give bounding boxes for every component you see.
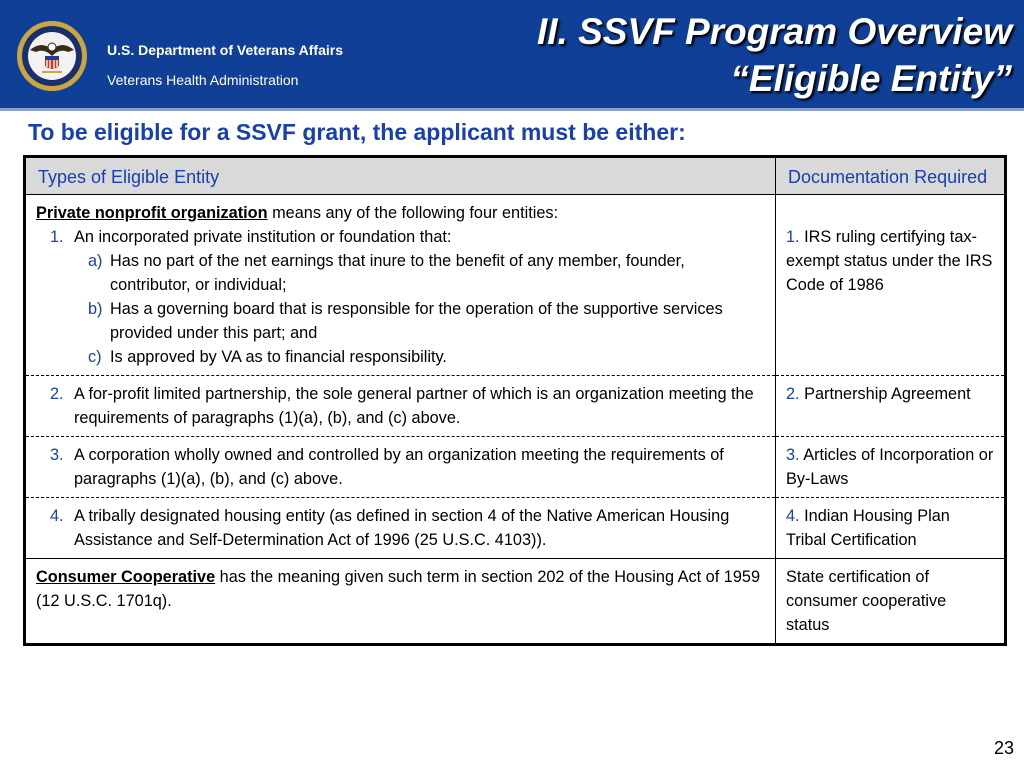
entity-term: Private nonprofit organization bbox=[36, 204, 268, 222]
item-letter: a) bbox=[88, 252, 103, 270]
doc-text: State certification of consumer cooperative status bbox=[786, 568, 947, 634]
sub-list-item bbox=[36, 249, 765, 297]
list-item bbox=[36, 443, 765, 491]
eligibility-table bbox=[23, 155, 1007, 646]
entity-term: Consumer Cooperative bbox=[36, 568, 216, 586]
table-row bbox=[25, 498, 1006, 559]
item-number: 3. bbox=[50, 446, 64, 464]
doc-text: Articles of Incorporation or By-Laws bbox=[786, 446, 994, 488]
documentation-cell bbox=[776, 195, 1006, 376]
entity-cell bbox=[25, 437, 776, 498]
doc-text: Partnership Agreement bbox=[799, 385, 971, 403]
table-row bbox=[25, 195, 1006, 376]
list-item bbox=[36, 504, 765, 552]
item-letter: b) bbox=[88, 300, 103, 318]
table-row bbox=[25, 376, 1006, 437]
item-letter: c) bbox=[88, 348, 102, 366]
item-text: An incorporated private institution or foundation that: bbox=[74, 228, 452, 246]
item-number: 4. bbox=[50, 507, 64, 525]
doc-text: Indian Housing Plan Tribal Certification bbox=[786, 507, 950, 549]
item-text: Has no part of the net earnings that inure to the benefit of any member, founder, contributor, or individual; bbox=[110, 252, 685, 294]
doc-number: 1. bbox=[786, 228, 800, 246]
item-number: 1. bbox=[50, 228, 64, 246]
item-text: A tribally designated housing entity (as defined in section 4 of the Native American Housing Assistance and Self-Determination Act of 1996 (25 U.S.C. 4103)). bbox=[74, 507, 730, 549]
entity-cell bbox=[25, 376, 776, 437]
sub-list-item bbox=[36, 345, 765, 369]
page-number: 23 bbox=[993, 738, 1014, 758]
slide-header bbox=[0, 0, 1024, 111]
documentation-cell bbox=[776, 559, 1006, 645]
table-header-row bbox=[25, 157, 1006, 195]
doc-number: 4. bbox=[786, 507, 800, 525]
va-seal-icon bbox=[16, 20, 88, 92]
documentation-cell bbox=[776, 376, 1006, 437]
doc-number: 2. bbox=[786, 385, 800, 403]
entity-cell bbox=[25, 498, 776, 559]
list-item bbox=[36, 225, 765, 249]
sub-list-item bbox=[36, 297, 765, 345]
slide-title bbox=[372, 8, 1012, 102]
org-name: U.S. Department of Veterans Affairs bbox=[107, 42, 343, 58]
doc-text: IRS ruling certifying tax-exempt status under the IRS Code of 1986 bbox=[786, 228, 993, 294]
slide-title-line1: II. SSVF Program Overview bbox=[536, 11, 1012, 52]
item-text: Is approved by VA as to financial responsibility. bbox=[110, 348, 447, 366]
header-documentation: Documentation Required bbox=[776, 157, 1006, 195]
entity-cell bbox=[25, 559, 776, 645]
documentation-cell bbox=[776, 498, 1006, 559]
slide-title-line2: “Eligible Entity” bbox=[730, 58, 1012, 99]
entity-definition: has the meaning given such term in section 202 of the Housing Act of 1959 (12 U.S.C. 1701q). bbox=[36, 568, 760, 610]
item-text: A corporation wholly owned and controlled by an organization meeting the requirements of paragraphs (1)(a), (b), and (c) above. bbox=[74, 446, 724, 488]
entity-lead bbox=[36, 201, 765, 225]
slide-subtitle: To be eligible for a SSVF grant, the applicant must be either: bbox=[28, 119, 686, 145]
item-text: Has a governing board that is responsible for the operation of the supportive services provided under this part; and bbox=[110, 300, 723, 342]
header-entity-types: Types of Eligible Entity bbox=[25, 157, 776, 195]
item-text: A for-profit limited partnership, the sole general partner of which is an organization meeting the requirements of paragraphs (1)(a), (b), and (c) above. bbox=[74, 385, 754, 427]
table-row bbox=[25, 559, 1006, 645]
table-row bbox=[25, 437, 1006, 498]
doc-number: 3. bbox=[786, 446, 800, 464]
entity-cell bbox=[25, 195, 776, 376]
documentation-cell bbox=[776, 437, 1006, 498]
org-subname: Veterans Health Administration bbox=[107, 72, 299, 88]
item-number: 2. bbox=[50, 385, 64, 403]
list-item bbox=[36, 382, 765, 430]
entity-definition: means any of the following four entities: bbox=[267, 204, 559, 222]
